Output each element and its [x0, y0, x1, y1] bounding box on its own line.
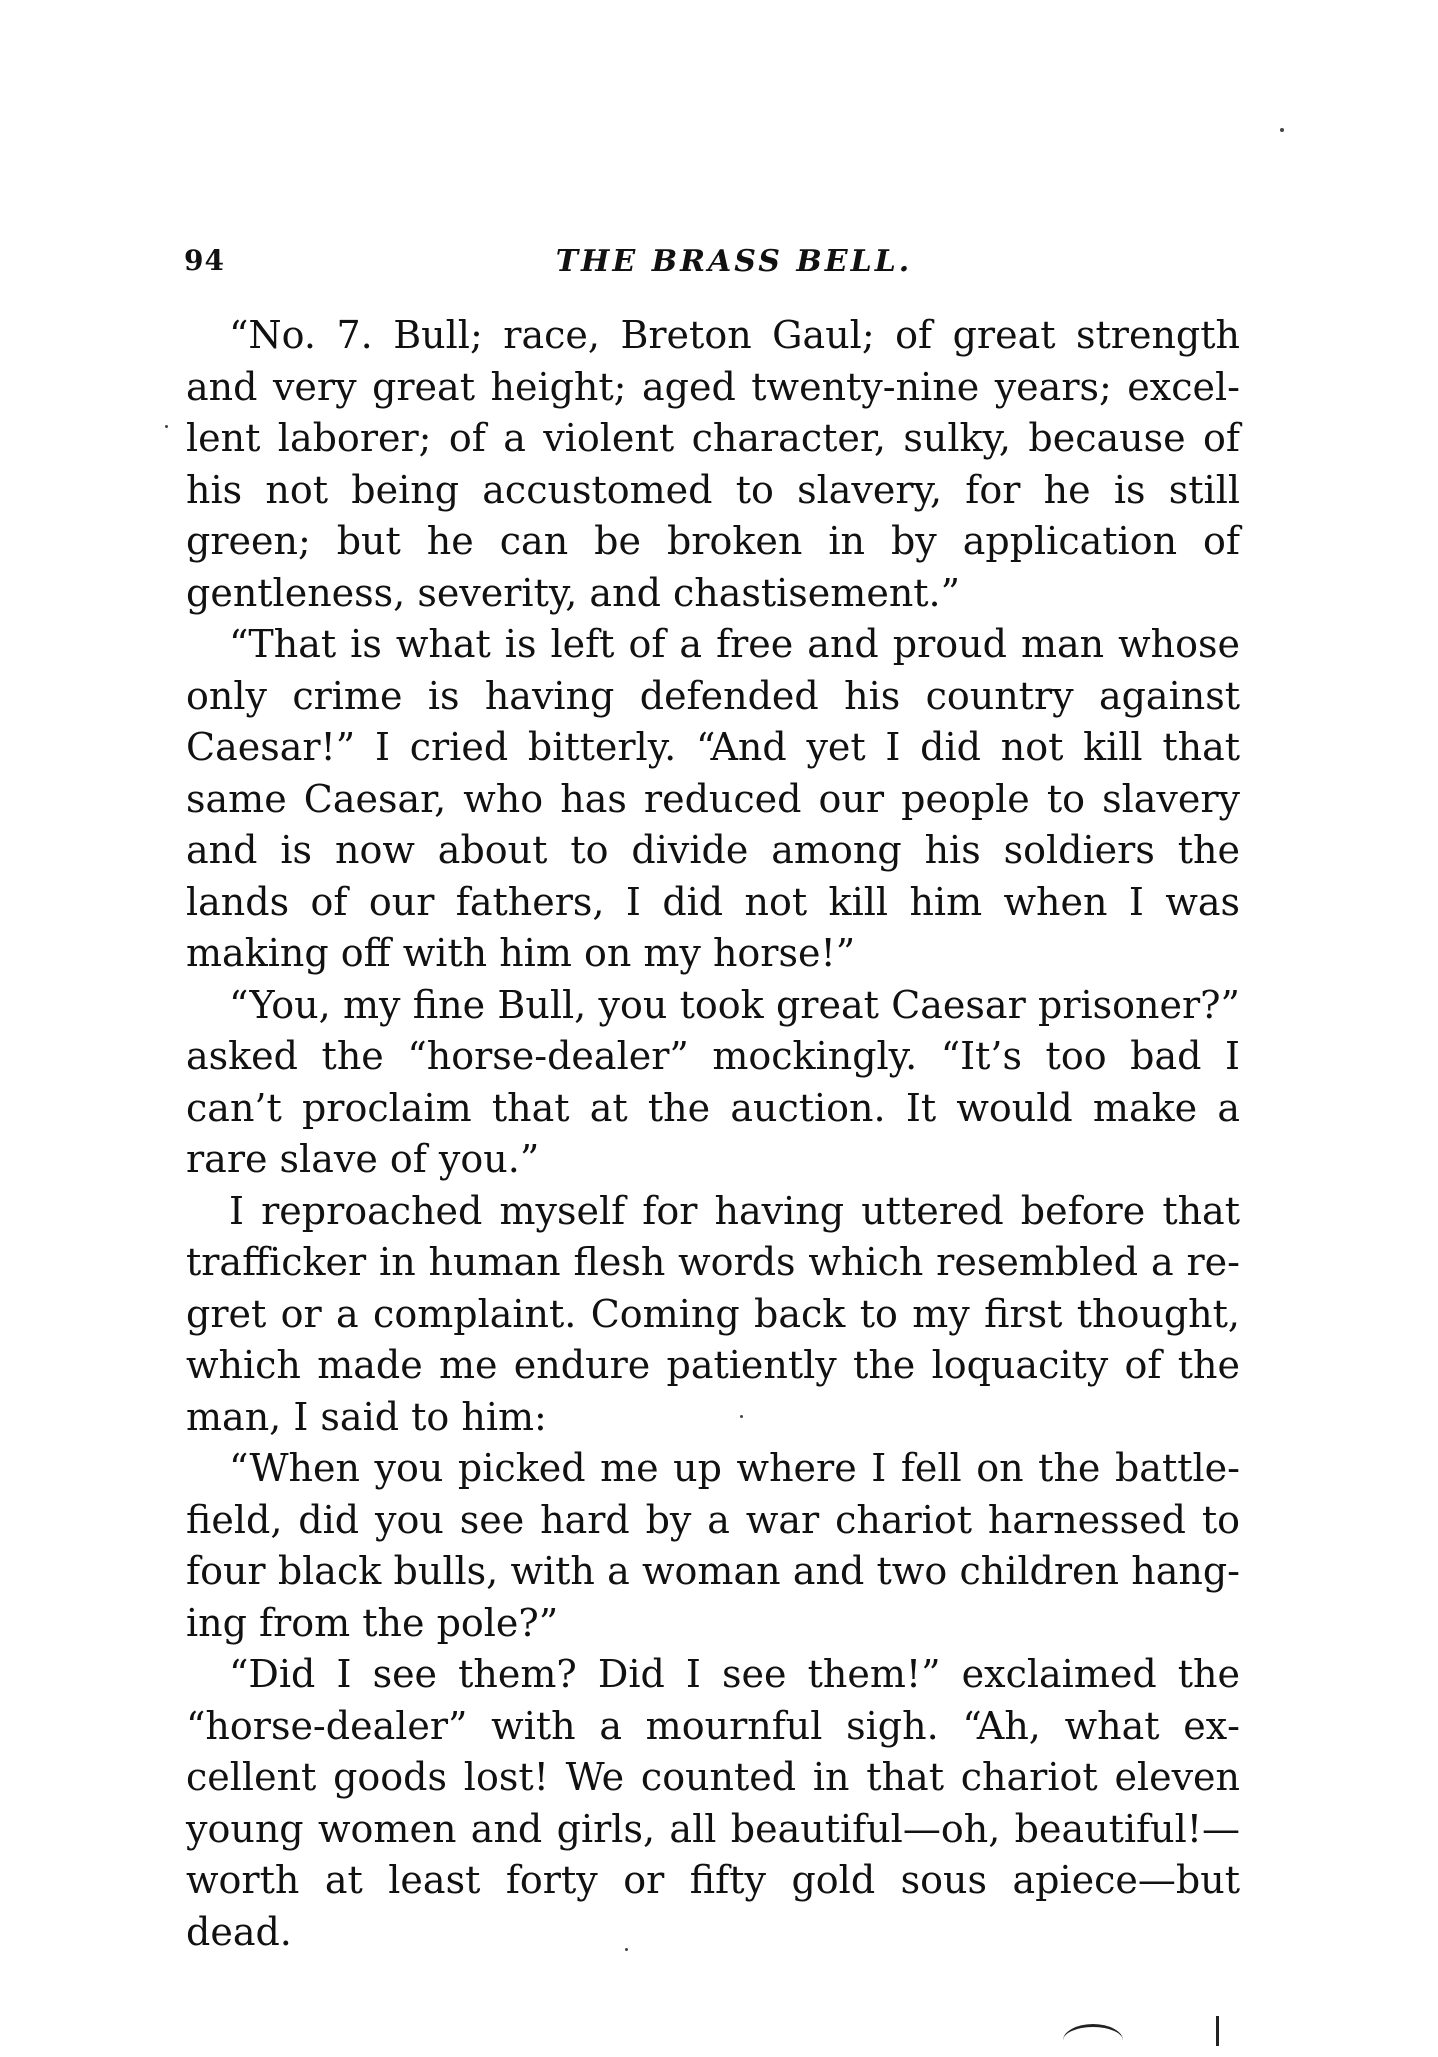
scan-speck — [740, 1415, 743, 1418]
paragraph: “No. 7. Bull; race, Breton Gaul; of great strength and very great height; aged twenty-nine years; excellent laborer; of a violent character, sulky, because of his not being accustomed to slavery, for he is still green; but he can be broken in by application of gentleness, severity, and chastisement.” — [186, 313, 1240, 615]
scan-speck — [165, 425, 168, 428]
paragraph: “When you picked me up where I fell on the battlefield, did you see hard by a war chariot harnessed to four black bulls, with a woman and two children hanging from the pole?” — [186, 1446, 1240, 1645]
paragraph: “You, my fine Bull, you took great Caesar prisoner?” asked the “horse-dealer” mockingly. “It’s too bad I can’t proclaim that at the auction. It would make a rare slave of you.” — [186, 982, 1240, 1181]
running-title: THE BRASS BELL. — [555, 244, 913, 279]
page-edge-mark — [1063, 2024, 1123, 2057]
page-number: 94 — [184, 244, 225, 277]
scan-speck — [625, 1948, 628, 1951]
paragraph: I reproached myself for having uttered before that trafficker in human flesh words which resembled a regret or a complaint. Coming back to my first thought, which made me endure patiently the loquacity of the man, I said to him: — [186, 1188, 1240, 1439]
page-edge-mark — [1216, 2016, 1219, 2046]
scan-speck — [1280, 128, 1284, 132]
paragraph: “Did I see them? Did I see them!” exclaimed the “horse-dealer” with a mournful sigh. “Ah, what excellent goods lost! We counted in that chariot eleven young women and girls, all beautiful—oh, beautiful!—worth at least forty or fifty gold sous apiece—but dead. — [186, 1652, 1240, 1954]
paragraph: “That is what is left of a free and proud man whose only crime is having defended his country against Caesar!” I cried bitterly. “And yet I did not kill that same Caesar, who has reduced our people to slavery and is now about to divide among his soldiers the lands of our fathers, I did not kill him when I was making off with him on my horse!” — [186, 622, 1240, 975]
body-text — [186, 310, 1240, 1958]
